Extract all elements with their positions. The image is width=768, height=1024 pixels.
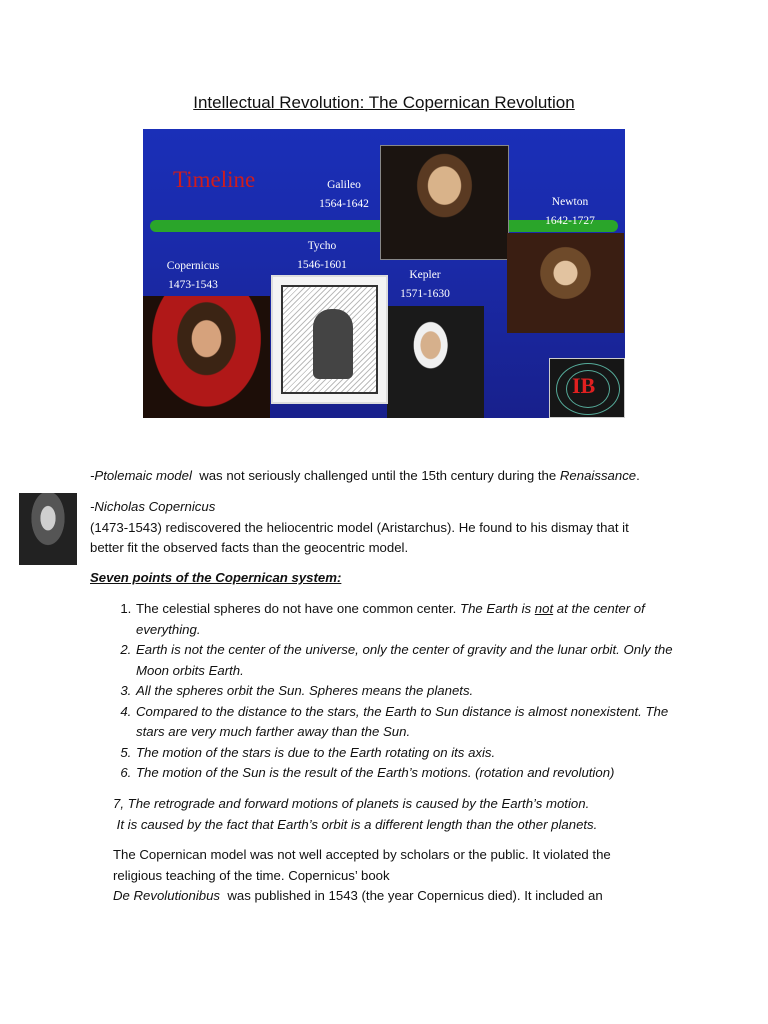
copernicus-name: Copernicus: [166, 260, 220, 272]
point-1-rest: at the center of everything.: [136, 601, 645, 637]
closing-line-3-text: was published in 1543 (the year Copernicus died). It included an: [220, 888, 603, 903]
copernicus-name: -Nicholas Copernicus: [90, 499, 216, 514]
tycho-engraving: [271, 275, 388, 404]
list-item: 5. The motion of the stars is due to the Earth rotating on its axis.: [135, 743, 695, 764]
kepler-years: 1571-1630: [400, 288, 450, 300]
newton-name: Newton: [551, 196, 589, 208]
tycho-label: [288, 237, 356, 275]
copernicus-line-2: better fit the observed facts than the geocentric model.: [90, 540, 409, 555]
newton-portrait: [507, 233, 624, 333]
ptolemaic-paragraph: [90, 466, 640, 487]
point-7-paragraph: [113, 794, 713, 835]
seven-points-heading: Seven points of the Copernican system:: [90, 570, 342, 585]
copernicus-line-1: (1473-1543) rediscovered the heliocentric model (Aristarchus). He found to his dismay that it: [90, 519, 629, 535]
list-item: 6. The motion of the Sun is the result of the Earth’s motions. (rotation and revolution): [135, 763, 695, 784]
copernicus-paragraph: [90, 497, 680, 559]
newton-label: [535, 193, 605, 231]
closing-paragraph: [113, 845, 713, 907]
copernicus-portrait: [143, 296, 270, 418]
galileo-years: 1564-1642: [319, 198, 369, 210]
point-1-not: not: [534, 601, 554, 616]
point-1-text: The celestial spheres do not have one common center.: [136, 601, 461, 616]
timeline-slide-image: [143, 129, 625, 418]
list-item: 2. Earth is not the center of the universe, only the center of gravity and the lunar orbit. Only the Moon orbits Earth.: [135, 640, 695, 681]
copernicus-small-portrait: [19, 493, 77, 565]
tycho-years: 1546-1601: [297, 259, 347, 271]
point-7-line-2: It is caused by the fact that Earth’s orbit is a different length than the other planets.: [113, 816, 598, 832]
copernicus-label: [158, 257, 228, 295]
copernicus-years: 1473-1543: [168, 279, 218, 291]
copernican-points-list: [110, 599, 695, 784]
point-7-line-1: 7, The retrograde and forward motions of planets is caused by the Earth’s motion.: [113, 796, 590, 811]
galileo-name: Galileo: [327, 179, 361, 191]
list-item: 4. Compared to the distance to the stars, the Earth to Sun distance is almost nonexistent. The stars are very much farther away than the Sun.: [135, 702, 695, 743]
ptolemaic-term: -Ptolemaic model: [90, 468, 192, 483]
ptolemaic-text: was not seriously challenged until the 15th century during the: [191, 468, 560, 483]
renaissance-term: Renaissance: [559, 468, 637, 483]
kepler-portrait: [387, 306, 484, 418]
tycho-name: Tycho: [307, 240, 337, 252]
list-item: 3. All the spheres orbit the Sun. Spheres means the planets.: [135, 681, 695, 702]
book-title: De Revolutionibus: [113, 888, 221, 903]
list-item: [135, 599, 695, 640]
closing-line-1: The Copernican model was not well accepted by scholars or the public. It violated the: [113, 847, 611, 862]
kepler-label: [391, 266, 459, 304]
point-1-italic: The Earth is: [460, 601, 535, 616]
newton-years: 1642-1727: [545, 215, 595, 227]
page-title: Intellectual Revolution: The Copernican Revolution: [193, 93, 575, 112]
closing-line-2: religious teaching of the time. Copernicus’ book: [113, 867, 390, 883]
galileo-label: [308, 176, 380, 214]
ib-logo-text: IB: [572, 373, 596, 398]
ib-logo: [549, 358, 625, 418]
galileo-portrait: [380, 145, 509, 260]
kepler-name: Kepler: [409, 269, 441, 281]
closing-line-3: [113, 886, 713, 907]
ptolemaic-end: .: [636, 468, 640, 483]
timeline-heading: Timeline: [173, 167, 256, 192]
